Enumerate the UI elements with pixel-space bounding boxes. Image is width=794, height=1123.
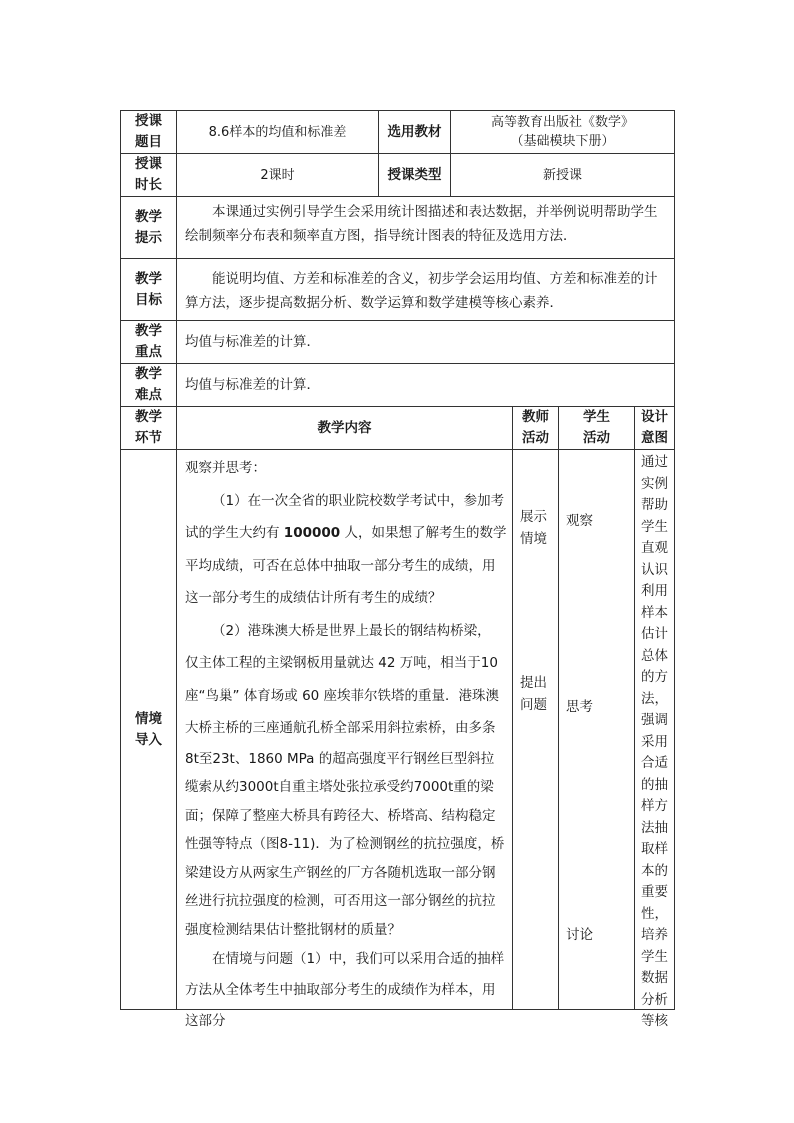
student-column-header: 学生 活动 bbox=[559, 407, 635, 450]
textbook-line-1: 高等教育出版社《数学》 bbox=[491, 115, 635, 130]
student-activity-3: 讨论 bbox=[566, 927, 593, 943]
type-value: 新授课 bbox=[451, 154, 675, 197]
duration-value: 2课时 bbox=[177, 154, 379, 197]
topic-label: 授课 题目 bbox=[121, 111, 177, 154]
key-text: 均值与标准差的计算． bbox=[177, 321, 675, 364]
stage-row bbox=[121, 450, 675, 1010]
tip-text: 本课通过实例引导学生会采用统计图描述和表达数据，并举例说明帮助学生绘制频率分布表和频率直方图，指导统计图表的特征及选用方法． bbox=[177, 197, 675, 259]
textbook-value bbox=[451, 111, 675, 154]
question-2-continued: 8t至23t、1860 MPa 的超高强度平行钢丝巨型斜拉缆索从约3000t自重主塔处张拉承受约7000t重的梁面；保障了整座大桥具有跨径大、桥塔高、结构稳定性强等特点（图8-11)．为了检测钢丝的抗拉强度，桥梁建设方从两家生产钢丝的厂方各随机选取一部分钢丝进行抗拉强度的检测，可否用这一部分钢丝的抗拉强度检测结果估计整批钢材的质量？ bbox=[185, 750, 505, 938]
question-2: （2）港珠澳大桥是世界上最长的钢结构桥梁， 仅主体工程的主梁钢板用量就达 42 万吨，相当于10 座“鸟巢” 体育场或 60 座埃菲尔铁塔的重量．港珠澳大桥主桥的三座通航孔桥全部采用斜拉索桥，由多条 bbox=[185, 622, 500, 736]
tip-label: 教学 提示 bbox=[121, 197, 177, 259]
key-row bbox=[121, 321, 675, 364]
stage-label: 情境 导入 bbox=[121, 450, 177, 1010]
textbook-line-2: （基础模块下册） bbox=[510, 134, 615, 149]
teacher-activity-2: 提出 问题 bbox=[520, 675, 547, 713]
observe-intro: 观察并思考： bbox=[185, 460, 266, 476]
column-header-row bbox=[121, 407, 675, 450]
candidate-count: 100000 bbox=[283, 525, 341, 541]
type-label: 授课类型 bbox=[379, 154, 451, 197]
difficulty-row bbox=[121, 364, 675, 407]
duration-label: 授课 时长 bbox=[121, 154, 177, 197]
teacher-activity-1: 展示 情境 bbox=[520, 509, 547, 547]
duration-row bbox=[121, 154, 675, 197]
design-intent: 通过实例帮助学生直观认识利用样本估计总体的方法，强调采用合适的抽样方法抽取样本的重要性，培养学生数据分析等核 bbox=[635, 450, 675, 1010]
teacher-column-header: 教师 活动 bbox=[513, 407, 559, 450]
student-activity bbox=[559, 450, 635, 1010]
analysis-paragraph: 在情境与问题（1）中，我们可以采用合适的抽样方法从全体考生中抽取部分考生的成绩作为样本，用这部分 bbox=[185, 951, 505, 1029]
goal-row bbox=[121, 259, 675, 321]
question-1: （1）在一次全省的职业院校数学考试中，参加考试的学生大约有 100000 人，如果想了解考生的数学平均成绩，可否在总体中抽取一部分考生的成绩，用这一部分考生的成绩估计所有考生的成绩？ bbox=[185, 492, 507, 606]
student-activity-2: 思考 bbox=[566, 699, 593, 715]
design-column-header: 设计 意图 bbox=[635, 407, 675, 450]
difficulty-text: 均值与标准差的计算． bbox=[177, 364, 675, 407]
lesson-plan-table bbox=[120, 110, 675, 1029]
goal-label: 教学 目标 bbox=[121, 259, 177, 321]
teacher-activity bbox=[513, 450, 559, 1010]
textbook-label: 选用教材 bbox=[379, 111, 451, 154]
goal-text: 能说明均值、方差和标准差的含义，初步学会运用均值、方差和标准差的计算方法，逐步提高数据分析、数学运算和数学建模等核心素养． bbox=[177, 259, 675, 321]
stage-column-header: 教学 环节 bbox=[121, 407, 177, 450]
content-column-header: 教学内容 bbox=[177, 407, 513, 450]
student-activity-1: 观察 bbox=[566, 513, 593, 529]
topic-value: 8.6样本的均值和标准差 bbox=[177, 111, 379, 154]
difficulty-label: 教学 难点 bbox=[121, 364, 177, 407]
topic-row bbox=[121, 111, 675, 154]
key-label: 教学 重点 bbox=[121, 321, 177, 364]
stage-content bbox=[177, 450, 513, 1029]
tip-row bbox=[121, 197, 675, 259]
